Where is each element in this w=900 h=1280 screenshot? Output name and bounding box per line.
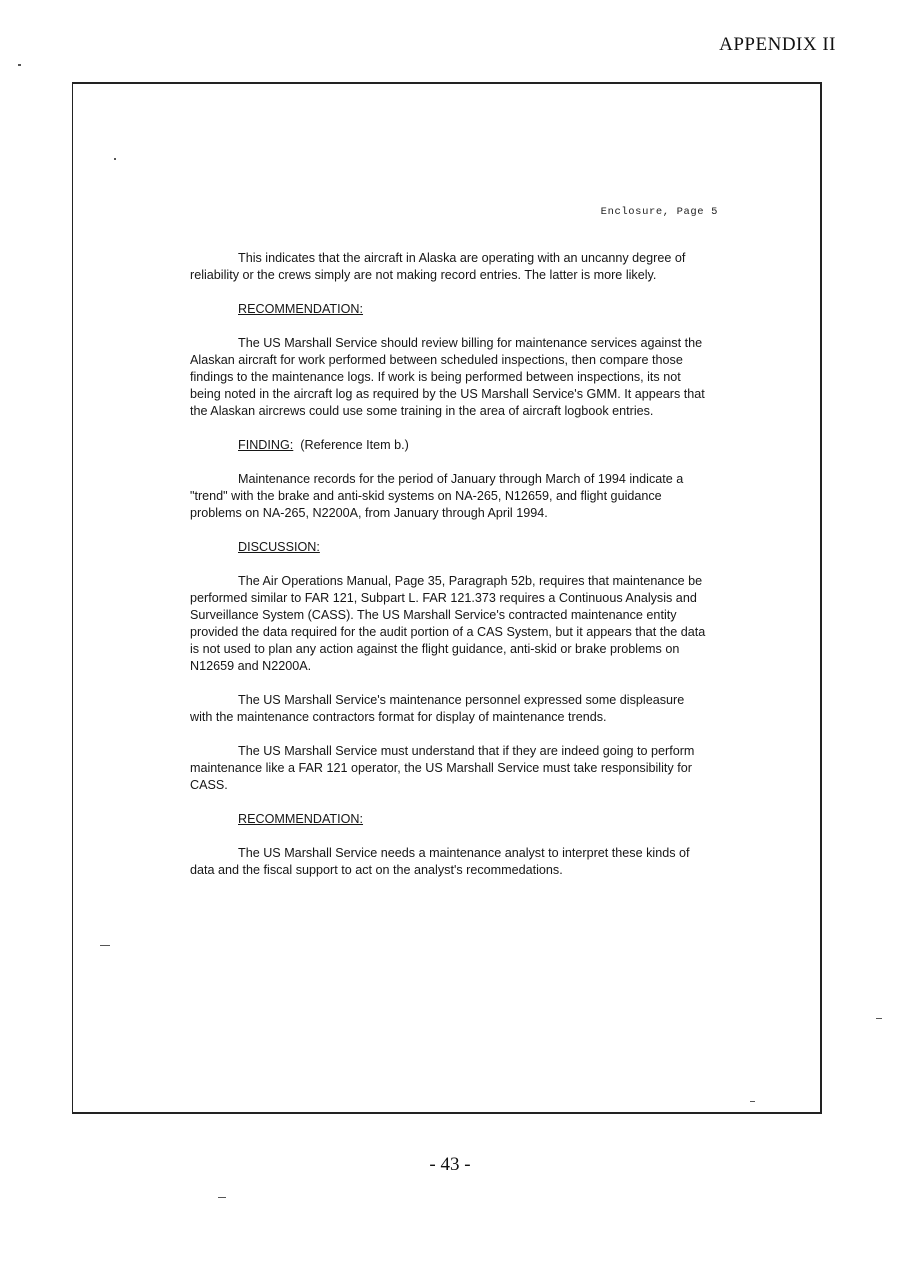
discussion-paragraph-2: The US Marshall Service's maintenance personnel expressed some displeasure with the maintenance contractors format for display of maintenance trends. — [190, 693, 685, 724]
discussion-paragraph-3: The US Marshall Service must understand that if they are indeed going to perform maintenance like a FAR 121 operator, the US Marshall Service must take responsibility for CASS. — [190, 744, 695, 792]
intro-paragraph: This indicates that the aircraft in Alaska are operating with an uncanny degree of reliability or the crews simply are not making record entries. The latter is more likely. — [190, 251, 686, 282]
discussion-heading — [238, 539, 710, 556]
finding-reference: (Reference Item b.) — [300, 438, 409, 452]
finding-paragraph: Maintenance records for the period of January through March of 1994 indicate a "trend" with the brake and anti-skid systems on NA-265, N12659, and flight guidance problems on NA-265, N2200A, from January through April 1994. — [190, 472, 684, 520]
enclosure-page-label: Enclosure, Page 5 — [600, 206, 718, 218]
scan-speck — [18, 64, 21, 66]
page-number: - 43 - — [429, 1154, 471, 1175]
scan-speck — [100, 945, 110, 946]
scan-speck — [876, 1018, 882, 1019]
recommendation-paragraph-2: The US Marshall Service needs a maintenance analyst to interpret these kinds of data and the fiscal support to act on the analyst's recommedations. — [190, 846, 690, 877]
appendix-label: APPENDIX II — [719, 34, 836, 55]
scan-speck — [218, 1197, 226, 1198]
recommendation-paragraph-1: The US Marshall Service should review billing for maintenance services against the Alaskan aircraft for work performed between scheduled inspections, then compare those findings to the maintenance logs. If work is being performed between inspections, its not being noted in the aircraft log as required by the US Marshall Service's GMM. It appears that the Alaskan aircrews could use some training in the area of aircraft logbook entries. — [190, 336, 705, 418]
discussion-heading-text: DISCUSSION: — [238, 540, 320, 554]
finding-heading — [238, 437, 710, 454]
recommendation-heading-2-text: RECOMMENDATION: — [238, 812, 364, 826]
document-body — [190, 250, 710, 896]
finding-heading-text: FINDING: — [238, 438, 294, 452]
discussion-paragraph-1: The Air Operations Manual, Page 35, Paragraph 52b, requires that maintenance be performed similar to FAR 121, Subpart L. FAR 121.373 requires a Continuous Analysis and Surveillance System (CASS). The US Marshall Service's contracted maintenance entity provided the data required for the audit portion of a CAS System, but it appears that the data is not used to plan any action against the flight guidance, anti-skid or brake problems on N12659 and N2200A. — [190, 574, 706, 673]
recommendation-heading-1-text: RECOMMENDATION: — [238, 302, 364, 316]
recommendation-heading-2 — [238, 811, 710, 828]
scan-speck — [114, 158, 116, 160]
scan-speck — [750, 1101, 755, 1102]
recommendation-heading-1 — [238, 301, 710, 318]
